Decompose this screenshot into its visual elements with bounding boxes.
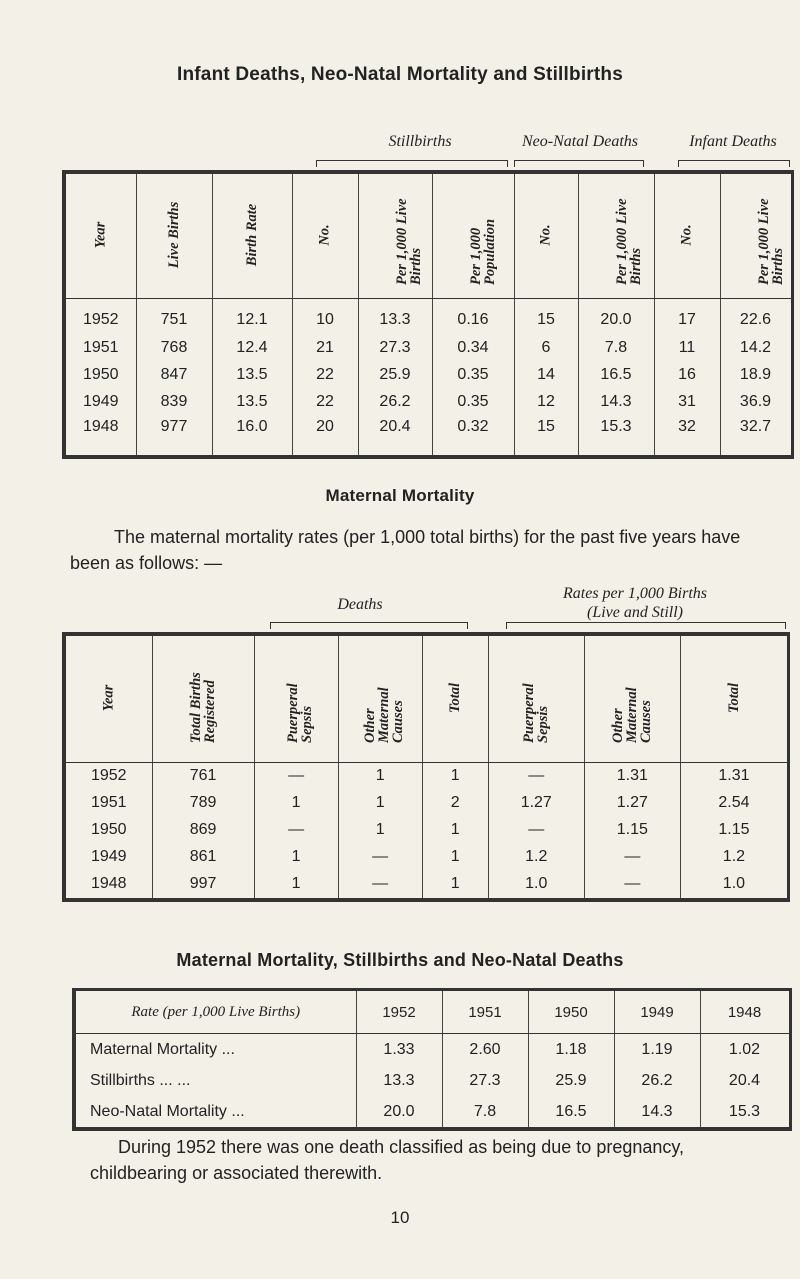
cell: — — [254, 817, 338, 844]
cell: 997 — [152, 871, 254, 900]
col-1949: 1949 — [614, 990, 700, 1034]
cell-year: 1950 — [82, 365, 119, 383]
cell: 14.2 — [720, 334, 792, 361]
header-row — [64, 172, 792, 298]
col-infant-per-live: Per 1,000 Live Births — [720, 172, 792, 298]
cell: 1.0 — [488, 871, 584, 900]
cell: 26.2 — [614, 1065, 700, 1096]
cell: 16.5 — [528, 1096, 614, 1129]
table-row — [74, 1065, 790, 1096]
cell: — — [584, 844, 680, 871]
col-infant-no: No. — [654, 172, 720, 298]
cell: 11 — [654, 334, 720, 361]
cell: 1 — [254, 790, 338, 817]
cell: 1.2 — [680, 844, 788, 871]
cell: 1 — [422, 817, 488, 844]
cell: 13.3 — [356, 1065, 442, 1096]
col-total-births-registered: Total Births Registered — [152, 634, 254, 762]
cell: 36.9 — [720, 388, 792, 415]
table-row — [64, 415, 792, 457]
cell: 977 — [136, 415, 212, 457]
col-neonatal-per-live: Per 1,000 Live Births — [578, 172, 654, 298]
cell-year: 1952 — [82, 311, 119, 329]
cell: 14.3 — [614, 1096, 700, 1129]
cell: 10 — [292, 298, 358, 334]
table-row — [64, 844, 789, 871]
cell: 1 — [338, 817, 422, 844]
cell: 32.7 — [720, 415, 792, 457]
cell: 1 — [422, 844, 488, 871]
cell: 12 — [514, 388, 578, 415]
cell: 15.3 — [578, 415, 654, 457]
header-row — [74, 990, 790, 1034]
cell: — — [488, 762, 584, 790]
rates-group-line2: (Live and Still) — [587, 604, 683, 621]
col-live-births: Live Births — [136, 172, 212, 298]
col-stillbirths-per-live: Per 1,000 Live Births — [358, 172, 432, 298]
cell: 2 — [422, 790, 488, 817]
cell-year: 1949 — [82, 392, 119, 410]
cell: — — [338, 844, 422, 871]
cell: 1.2 — [488, 844, 584, 871]
col-1952: 1952 — [356, 990, 442, 1034]
cell: 861 — [152, 844, 254, 871]
cell-year: 1948 — [82, 418, 119, 435]
row-label: Stillbirths ... ... — [90, 1071, 191, 1089]
cell: 1 — [422, 871, 488, 900]
cell: 1 — [254, 844, 338, 871]
maternal-mortality-title: Maternal Mortality — [325, 486, 475, 505]
stillbirths-group-label: Stillbirths — [388, 133, 452, 150]
cell: 2.54 — [680, 790, 788, 817]
col-deaths-other-causes: Other Maternal Causes — [338, 634, 422, 762]
cell: 751 — [136, 298, 212, 334]
cell: 17 — [654, 298, 720, 334]
cell: 31 — [654, 388, 720, 415]
neonatal-brace — [514, 160, 644, 167]
cell: 6 — [514, 334, 578, 361]
cell: 1 — [422, 762, 488, 790]
infant-deaths-title: Infant Deaths, Neo-Natal Mortality and Stillbirths — [177, 64, 623, 85]
cell: — — [584, 871, 680, 900]
cell: 13.3 — [358, 298, 432, 334]
deaths-brace — [270, 622, 468, 629]
cell: 25.9 — [358, 361, 432, 388]
cell-year: 1952 — [90, 767, 127, 784]
table-row — [64, 334, 792, 361]
cell: 1.27 — [488, 790, 584, 817]
table-row — [64, 298, 792, 334]
page-number: 10 — [390, 1208, 410, 1227]
cell: 22 — [292, 361, 358, 388]
row-label: Maternal Mortality ... — [90, 1040, 235, 1058]
table-row — [64, 817, 789, 844]
cell-year: 1950 — [90, 821, 127, 838]
cell: 2.60 — [442, 1034, 528, 1066]
summary-rates-table — [72, 988, 792, 1131]
cell: 20.0 — [356, 1096, 442, 1129]
cell: 12.4 — [212, 334, 292, 361]
cell: 0.35 — [432, 361, 514, 388]
row-label: Neo-Natal Mortality ... — [90, 1102, 245, 1120]
table-row — [64, 871, 789, 900]
cell: 18.9 — [720, 361, 792, 388]
cell: 1.31 — [680, 762, 788, 790]
cell-year: 1951 — [82, 338, 119, 356]
rates-brace — [506, 622, 786, 629]
cell: 869 — [152, 817, 254, 844]
stillbirths-brace — [316, 160, 508, 167]
cell: 16.0 — [212, 415, 292, 457]
cell: 32 — [654, 415, 720, 457]
cell: 1.15 — [584, 817, 680, 844]
col-deaths-puerperal-sepsis: Puerperal Sepsis — [254, 634, 338, 762]
cell: 22.6 — [720, 298, 792, 334]
cell: — — [338, 871, 422, 900]
cell: 839 — [136, 388, 212, 415]
col-year: Year — [64, 172, 136, 298]
cell: 15 — [514, 298, 578, 334]
cell: 0.32 — [432, 415, 514, 457]
pregnancy-death-note: During 1952 there was one death classified as being due to pregnancy, childbearing or associated therewith. — [90, 1137, 685, 1183]
cell: 15.3 — [700, 1096, 790, 1129]
col-deaths-total: Total — [422, 634, 488, 762]
table-row — [64, 388, 792, 415]
cell: 1 — [338, 762, 422, 790]
cell: 1 — [338, 790, 422, 817]
maternal-mortality-table — [62, 632, 790, 902]
cell: 27.3 — [442, 1065, 528, 1096]
cell: 768 — [136, 334, 212, 361]
col-1951: 1951 — [442, 990, 528, 1034]
cell: 15 — [514, 415, 578, 457]
cell: 22 — [292, 388, 358, 415]
cell: 27.3 — [358, 334, 432, 361]
cell: 1 — [254, 871, 338, 900]
col-rates-total: Total — [680, 634, 788, 762]
neonatal-group-label: Neo-Natal Deaths — [522, 133, 638, 150]
col-birth-rate: Birth Rate — [212, 172, 292, 298]
col-1950: 1950 — [528, 990, 614, 1034]
cell: 20.4 — [700, 1065, 790, 1096]
infant-group-label: Infant Deaths — [689, 133, 777, 150]
infant-deaths-table — [62, 170, 794, 459]
table-row — [64, 361, 792, 388]
cell: 1.27 — [584, 790, 680, 817]
cell: 25.9 — [528, 1065, 614, 1096]
summary-table-title: Maternal Mortality, Stillbirths and Neo-Natal Deaths — [176, 950, 624, 970]
cell: 20.0 — [578, 298, 654, 334]
cell: 16.5 — [578, 361, 654, 388]
maternal-intro-text: The maternal mortality rates (per 1,000 total births) for the past five years have been as follows: — — [70, 527, 741, 573]
header-row — [64, 634, 789, 762]
cell: 1.33 — [356, 1034, 442, 1066]
cell: 1.0 — [680, 871, 788, 900]
cell: 7.8 — [578, 334, 654, 361]
cell: 12.1 — [212, 298, 292, 334]
col-rate-label: Rate (per 1,000 Live Births) — [74, 990, 356, 1034]
deaths-group-label: Deaths — [337, 596, 383, 613]
cell: 0.16 — [432, 298, 514, 334]
cell: 0.35 — [432, 388, 514, 415]
cell: 21 — [292, 334, 358, 361]
table-row — [74, 1096, 790, 1129]
cell: 13.5 — [212, 361, 292, 388]
cell: 16 — [654, 361, 720, 388]
cell: 1.19 — [614, 1034, 700, 1066]
cell-year: 1949 — [90, 848, 127, 865]
cell: 1.15 — [680, 817, 788, 844]
cell: — — [488, 817, 584, 844]
cell: 847 — [136, 361, 212, 388]
cell-year: 1948 — [90, 875, 127, 892]
cell: 789 — [152, 790, 254, 817]
table-row — [64, 790, 789, 817]
col-stillbirths-per-pop: Per 1,000 Population — [432, 172, 514, 298]
cell: 7.8 — [442, 1096, 528, 1129]
cell: 1.02 — [700, 1034, 790, 1066]
cell: 14 — [514, 361, 578, 388]
cell: 20.4 — [358, 415, 432, 457]
table-row — [64, 762, 789, 790]
cell-year: 1951 — [90, 794, 127, 811]
cell: 20 — [292, 415, 358, 457]
rates-group-line1: Rates per 1,000 Births — [563, 585, 707, 602]
col-year: Year — [64, 634, 152, 762]
cell: 26.2 — [358, 388, 432, 415]
cell: 14.3 — [578, 388, 654, 415]
col-rates-other-causes: Other Maternal Causes — [584, 634, 680, 762]
rates-group-label — [500, 584, 770, 622]
col-stillbirths-no: No. — [292, 172, 358, 298]
cell: 1.31 — [584, 762, 680, 790]
cell: 0.34 — [432, 334, 514, 361]
infant-brace — [678, 160, 790, 167]
table-row — [74, 1034, 790, 1066]
col-neonatal-no: No. — [514, 172, 578, 298]
col-rates-puerperal-sepsis: Puerperal Sepsis — [488, 634, 584, 762]
cell: — — [254, 762, 338, 790]
cell: 1.18 — [528, 1034, 614, 1066]
col-1948: 1948 — [700, 990, 790, 1034]
cell: 761 — [152, 762, 254, 790]
cell: 13.5 — [212, 388, 292, 415]
